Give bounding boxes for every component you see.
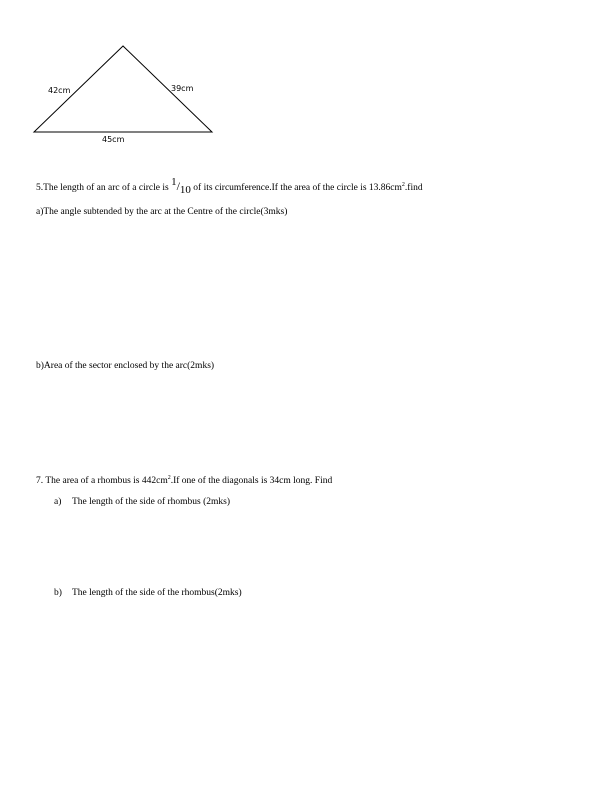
question-7b: The length of the side of the rhombus(2mks) [72, 588, 242, 598]
question-5b: b)Area of the sector enclosed by the arc(2mks) [36, 361, 215, 371]
question-7b-marker: b) [54, 588, 62, 598]
side-base-label: 45cm [102, 135, 125, 144]
question-7a: The length of the side of rhombus (2mks) [72, 497, 231, 507]
question-7: 7. The area of a rhombus is $442cm^2.If$ one of the diagonals is 34cm long. Find [36, 475, 333, 487]
question-7a-marker: a) [54, 497, 62, 507]
question-5a: a)The angle subtended by the arc at the Centre of the circle(3mks) [36, 207, 288, 217]
fraction: $^1/_{10}$ [171, 176, 191, 196]
side-left-label: 42cm [48, 86, 71, 95]
side-right-label: 39cm [171, 84, 194, 93]
q5-text: 5.The length of an arc of a circle is [36, 183, 172, 193]
question-5: 5.The length of an arc of a circle is $^1/_{10}$ of its circumference.If the area of the circle is $13.86cm^2.find$ [36, 176, 423, 196]
